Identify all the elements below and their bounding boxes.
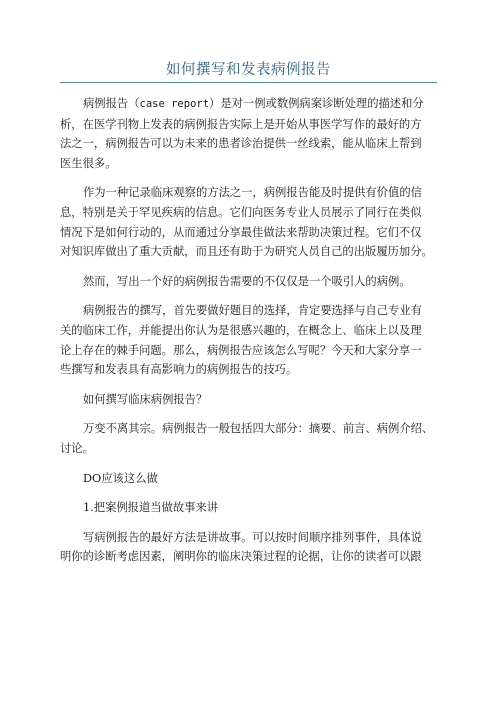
paragraph-line: 明你的诊断考虑因素，阐明你的临床决策过程的论据，让你的读者可以跟 — [60, 550, 422, 564]
paragraph-line: 医生很多。 — [60, 156, 117, 170]
paragraph — [60, 183, 442, 261]
paragraph-line: 万变不离其宗。病例报告一般包括四大部分：摘要、前言、病例介绍、 — [83, 422, 434, 436]
paragraph — [60, 272, 442, 292]
document-title: 如何撰写和发表病例报告 — [166, 62, 331, 78]
paragraph-line: 法之一，病例报告可以为未来的患者诊治提供一丝线索，能从临床上帮到 — [60, 137, 422, 151]
paragraph — [60, 94, 442, 173]
paragraph-line: 写病例报告的最好方法是讲故事。可以按时间顺序排列事件，具体说 — [83, 530, 422, 544]
paragraph-line: 如何撰写临床病例报告？ — [83, 392, 208, 406]
paragraph — [60, 419, 442, 458]
paragraph-line: 病例报告（case report）是对一例或数例病案诊断处理的描述和分 — [83, 97, 424, 110]
paragraph — [60, 469, 442, 489]
paragraph-line: 讨论。 — [60, 441, 94, 455]
paragraph-line: 1.把案例报道当做故事来讲 — [83, 501, 219, 515]
paragraph-line: 些撰写和发表具有高影响力的病例报告的技巧。 — [60, 363, 298, 377]
paragraph-line: 作为一种记录临床观察的方法之一，病例报告能及时提供有价值的信 — [83, 186, 422, 200]
paragraph — [60, 301, 442, 379]
paragraph — [60, 498, 442, 518]
paragraph-line: 息，特别是关于罕见疾病的信息。它们向医务专业人员展示了同行在类似 — [60, 205, 422, 219]
paragraph-line: 析，在医学刊物上发表的病例报告实际上是开始从事医学写作的最好的方 — [60, 117, 422, 131]
paragraph-line: DO应该这么做 — [83, 471, 158, 485]
title-divider — [60, 82, 437, 83]
paragraph-line: 病例报告的撰写，首先要做好题目的选择，肯定要选择与自己专业有 — [83, 304, 422, 318]
term-case-report: case report — [139, 98, 210, 110]
paragraph-line: 然而，写出一个好的病例报告需要的不仅仅是一个吸引人的病例。 — [83, 274, 411, 288]
paragraph — [60, 390, 442, 410]
document-body — [60, 94, 442, 577]
paragraph-line: 关的临床工作，并能提出你认为是很感兴趣的，在概念上、临床上以及理 — [60, 323, 422, 337]
paragraph-line: 情况下是如何行动的，从而通过分享最佳做法来帮助决策过程。它们不仅 — [60, 225, 422, 239]
paragraph-line: 对知识库做出了重大贡献，而且还有助于为研究人员自己的出版履历加分。 — [60, 245, 433, 259]
paragraph — [60, 528, 442, 567]
paragraph-line: 论上存在的棘手问题。那么，病例报告应该怎么写呢？今天和大家分享一 — [60, 343, 422, 357]
